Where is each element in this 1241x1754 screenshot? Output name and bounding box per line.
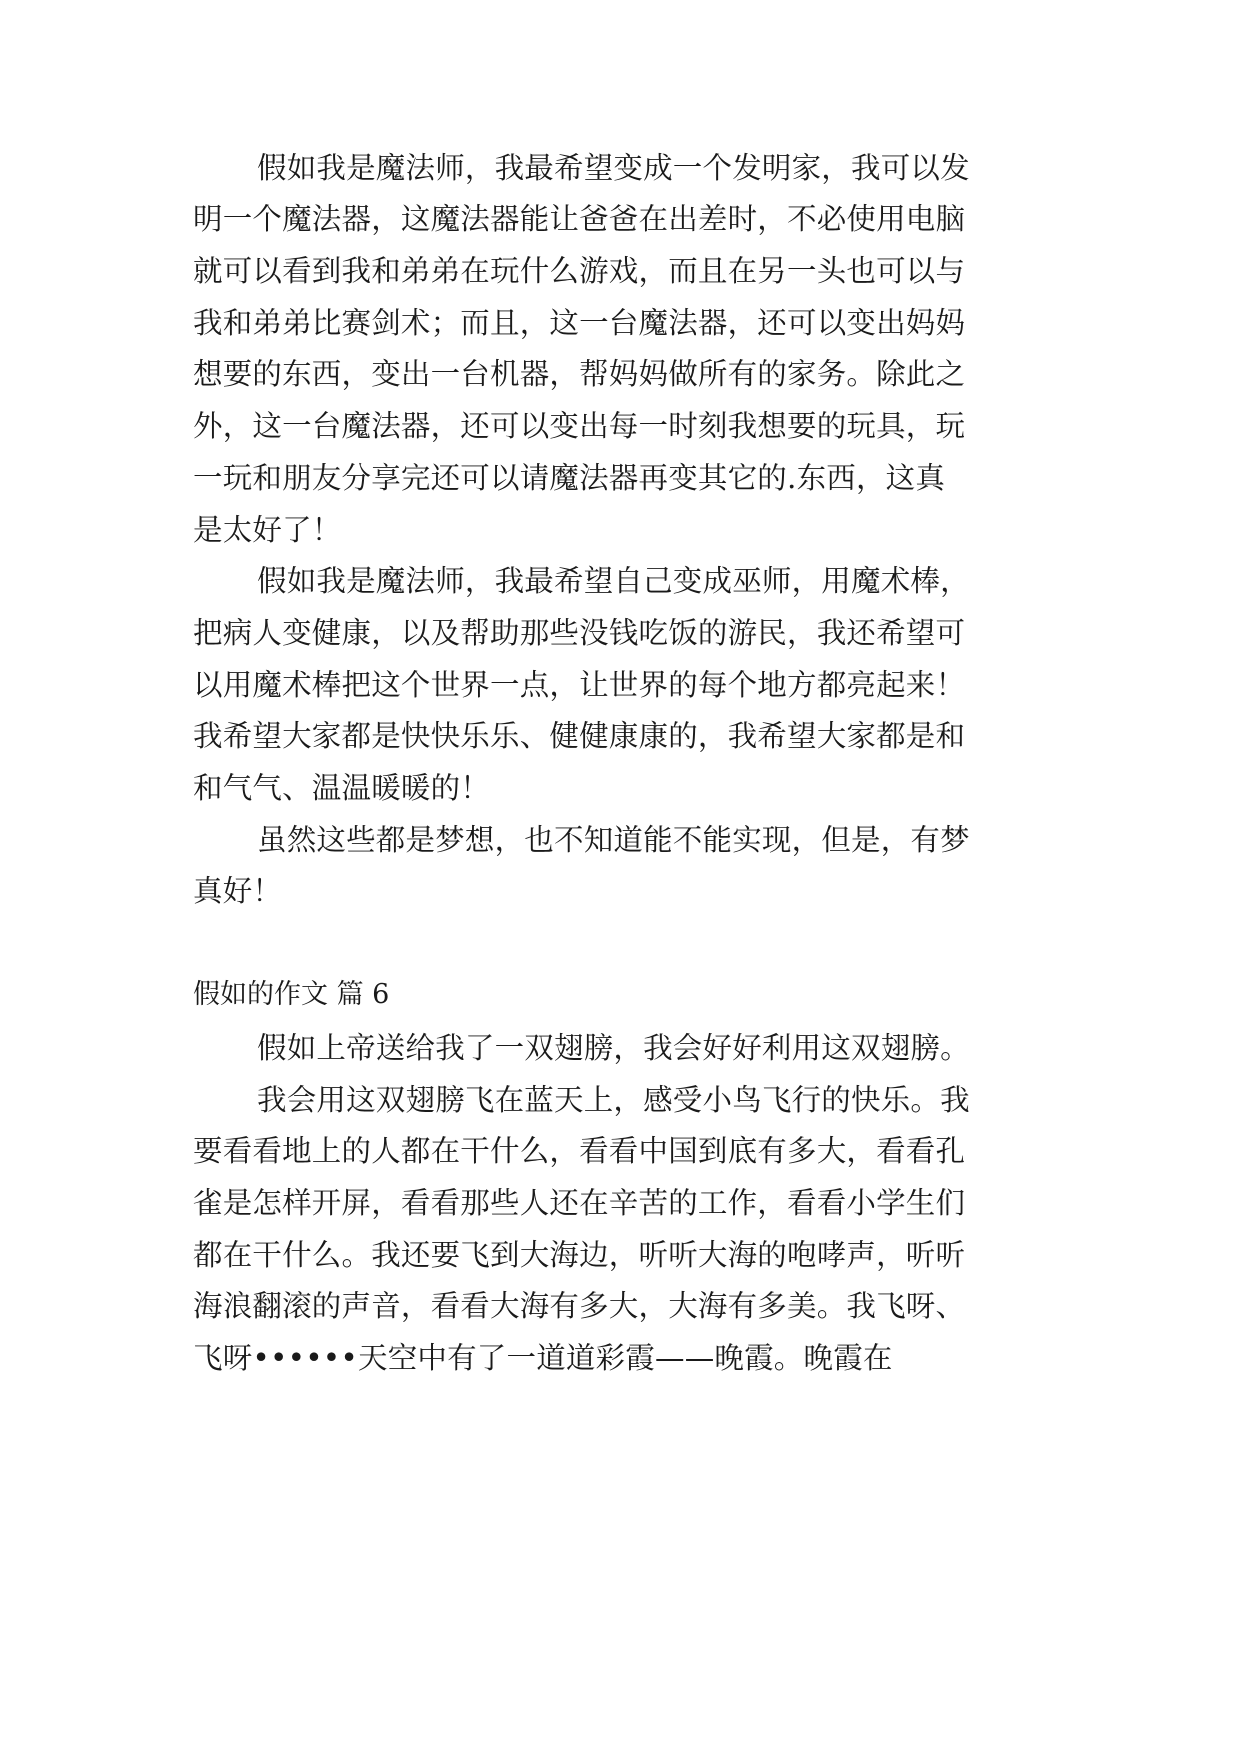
section-paragraph-2-line-2: 要看看地上的人都在干什么，看看中国到底有多大，看看孔: [193, 1134, 966, 1168]
paragraph-2-line-2: 把病人变健康，以及帮助那些没钱吃饭的游民，我还希望可: [193, 616, 966, 650]
paragraph-3-line-1: 虽然这些都是梦想，也不知道能不能实现，但是，有梦: [257, 823, 970, 857]
section-heading: 假如的作文 篇 6: [193, 979, 390, 1010]
section-paragraph-2-line-1: 我会用这双翅膀飞在蓝天上，感受小鸟飞行的快乐。我: [257, 1083, 970, 1117]
paragraph-1-line-5: 想要的东西，变出一台机器，帮妈妈做所有的家务。除此之: [193, 357, 966, 391]
paragraph-1-line-2: 明一个魔法器，这魔法器能让爸爸在出差时，不必使用电脑: [193, 202, 966, 236]
paragraph-2-line-4: 我希望大家都是快快乐乐、健健康康的，我希望大家都是和: [193, 719, 966, 753]
section-paragraph-2-line-3: 雀是怎样开屏，看看那些人还在辛苦的工作，看看小学生们: [193, 1186, 966, 1220]
paragraph-2-line-1: 假如我是魔法师，我最希望自己变成巫师，用魔术棒，: [257, 564, 970, 598]
section-paragraph-2-line-4: 都在干什么。我还要飞到大海边，听听大海的咆哮声，听听: [193, 1238, 966, 1272]
section-paragraph-2-line-5: 海浪翻滚的声音，看看大海有多大，大海有多美。我飞呀、: [193, 1289, 966, 1323]
paragraph-2-line-5: 和气气、温温暖暖的！: [193, 771, 491, 805]
paragraph-1-line-3: 就可以看到我和弟弟在玩什么游戏，而且在另一头也可以与: [193, 254, 966, 288]
section-paragraph-2-line-6: 飞呀••••••天空中有了一道道彩霞——晚霞。晚霞在: [193, 1341, 893, 1375]
paragraph-1-line-8: 是太好了！: [193, 513, 342, 547]
paragraph-1-line-4: 我和弟弟比赛剑术；而且，这一台魔法器，还可以变出妈妈: [193, 306, 966, 340]
paragraph-2-line-3: 以用魔术棒把这个世界一点，让世界的每个地方都亮起来！: [193, 668, 966, 702]
section-paragraph-1-line-1: 假如上帝送给我了一双翅膀，我会好好利用这双翅膀。: [257, 1031, 970, 1065]
paragraph-3-line-2: 真好！: [193, 874, 283, 908]
paragraph-1-line-1: 假如我是魔法师，我最希望变成一个发明家，我可以发: [257, 151, 970, 185]
paragraph-1-line-7: 一玩和朋友分享完还可以请魔法器再变其它的.东西，这真: [193, 461, 946, 495]
paragraph-1-line-6: 外，这一台魔法器，还可以变出每一时刻我想要的玩具，玩: [193, 409, 966, 443]
